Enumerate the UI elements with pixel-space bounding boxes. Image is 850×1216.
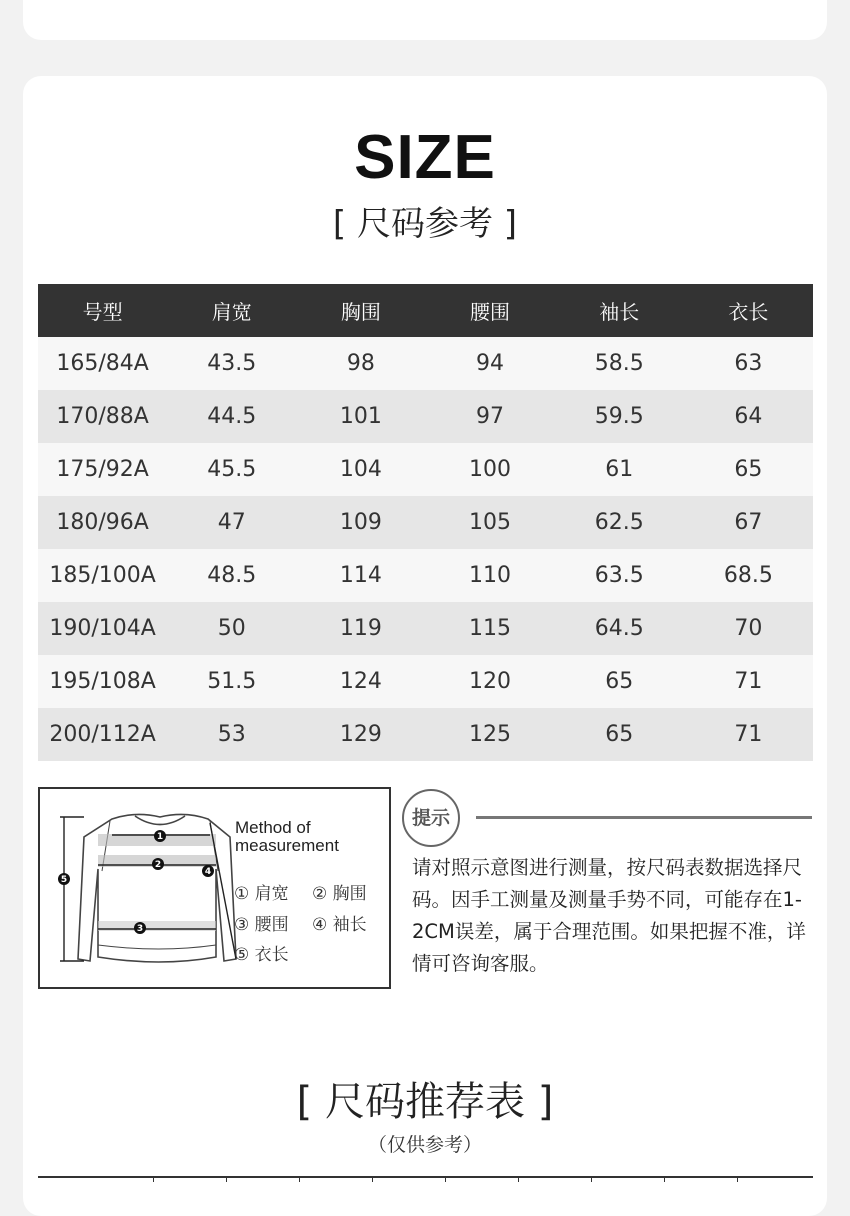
table-cell: 125 bbox=[425, 708, 554, 761]
table-cell: 97 bbox=[425, 390, 554, 443]
marker-4: 4 bbox=[204, 867, 212, 877]
table-cell: 105 bbox=[425, 496, 554, 549]
tip-text: 请对照示意图进行测量，按尺码表数据选择尺码。因手工测量及测量手势不同，可能存在1-2CM误差，属于合理范围。如果把握不准，详情可咨询客服。 bbox=[412, 856, 806, 975]
table-cell: 50 bbox=[167, 602, 296, 655]
table-row bbox=[38, 337, 813, 390]
table-row bbox=[38, 390, 813, 443]
table-cell: 61 bbox=[555, 443, 684, 496]
table-cell: 44.5 bbox=[167, 390, 296, 443]
table-cell: 65 bbox=[555, 708, 684, 761]
size-table-header bbox=[38, 284, 813, 337]
size-table bbox=[38, 284, 813, 761]
table-cell: 48.5 bbox=[167, 549, 296, 602]
table-row bbox=[38, 708, 813, 761]
table-row bbox=[38, 602, 813, 655]
table-row bbox=[38, 496, 813, 549]
table-cell: 65 bbox=[684, 443, 813, 496]
table-cell: 64 bbox=[684, 390, 813, 443]
col-header: 腰围 bbox=[425, 284, 554, 337]
table-cell: 67 bbox=[684, 496, 813, 549]
recommend-title: [ 尺码推荐表 ] bbox=[296, 1079, 554, 1125]
table-cell: 63.5 bbox=[555, 549, 684, 602]
table-cell: 170/88A bbox=[38, 390, 167, 443]
method-title bbox=[235, 819, 339, 855]
table-cell: 53 bbox=[167, 708, 296, 761]
table-cell: 94 bbox=[425, 337, 554, 390]
table-cell: 129 bbox=[296, 708, 425, 761]
table-cell: 45.5 bbox=[167, 443, 296, 496]
table-cell: 43.5 bbox=[167, 337, 296, 390]
size-subtitle: [ 尺码参考 ] bbox=[332, 204, 518, 244]
measurement-diagram bbox=[38, 787, 391, 989]
previous-card bbox=[23, 0, 827, 40]
tip-badge: 提示 bbox=[402, 789, 460, 847]
table-cell: 63 bbox=[684, 337, 813, 390]
table-cell: 200/112A bbox=[38, 708, 167, 761]
table-cell: 100 bbox=[425, 443, 554, 496]
method-title-line2: measurement bbox=[235, 836, 339, 855]
table-cell: 110 bbox=[425, 549, 554, 602]
col-header: 衣长 bbox=[684, 284, 813, 337]
legend-shoulder: ① 肩宽 bbox=[234, 884, 289, 904]
marker-5: 5 bbox=[60, 875, 68, 885]
table-cell: 180/96A bbox=[38, 496, 167, 549]
col-header: 号型 bbox=[38, 284, 167, 337]
table-cell: 98 bbox=[296, 337, 425, 390]
col-header: 肩宽 bbox=[167, 284, 296, 337]
table-cell: 58.5 bbox=[555, 337, 684, 390]
legend-chest: ② 胸围 bbox=[312, 884, 367, 904]
table-cell: 165/84A bbox=[38, 337, 167, 390]
table-cell: 185/100A bbox=[38, 549, 167, 602]
table-cell: 115 bbox=[425, 602, 554, 655]
table-cell: 51.5 bbox=[167, 655, 296, 708]
col-header: 袖长 bbox=[555, 284, 684, 337]
table-cell: 71 bbox=[684, 708, 813, 761]
legend-waist: ③ 腰围 bbox=[234, 915, 289, 935]
recommend-subtitle: （仅供参考） bbox=[367, 1134, 482, 1156]
table-cell: 124 bbox=[296, 655, 425, 708]
table-cell: 120 bbox=[425, 655, 554, 708]
col-header: 胸围 bbox=[296, 284, 425, 337]
table-cell: 119 bbox=[296, 602, 425, 655]
marker-1: 1 bbox=[156, 832, 164, 842]
table-cell: 62.5 bbox=[555, 496, 684, 549]
table-cell: 65 bbox=[555, 655, 684, 708]
table-cell: 104 bbox=[296, 443, 425, 496]
table-cell: 59.5 bbox=[555, 390, 684, 443]
table-cell: 114 bbox=[296, 549, 425, 602]
table-cell: 68.5 bbox=[684, 549, 813, 602]
table-cell: 71 bbox=[684, 655, 813, 708]
table-cell: 109 bbox=[296, 496, 425, 549]
recommend-table-top bbox=[38, 1176, 813, 1182]
table-cell: 64.5 bbox=[555, 602, 684, 655]
table-cell: 175/92A bbox=[38, 443, 167, 496]
legend-length: ⑤ 衣长 bbox=[234, 945, 289, 965]
table-cell: 101 bbox=[296, 390, 425, 443]
table-row bbox=[38, 443, 813, 496]
table-cell: 70 bbox=[684, 602, 813, 655]
legend-sleeve: ④ 袖长 bbox=[312, 915, 367, 935]
table-row bbox=[38, 655, 813, 708]
table-row bbox=[38, 549, 813, 602]
method-title-line1: Method of bbox=[235, 818, 311, 837]
tip-divider bbox=[476, 816, 812, 819]
marker-2: 2 bbox=[154, 860, 162, 870]
size-title: SIZE bbox=[354, 123, 496, 192]
table-cell: 47 bbox=[167, 496, 296, 549]
table-cell: 190/104A bbox=[38, 602, 167, 655]
marker-3: 3 bbox=[136, 924, 144, 934]
table-cell: 195/108A bbox=[38, 655, 167, 708]
